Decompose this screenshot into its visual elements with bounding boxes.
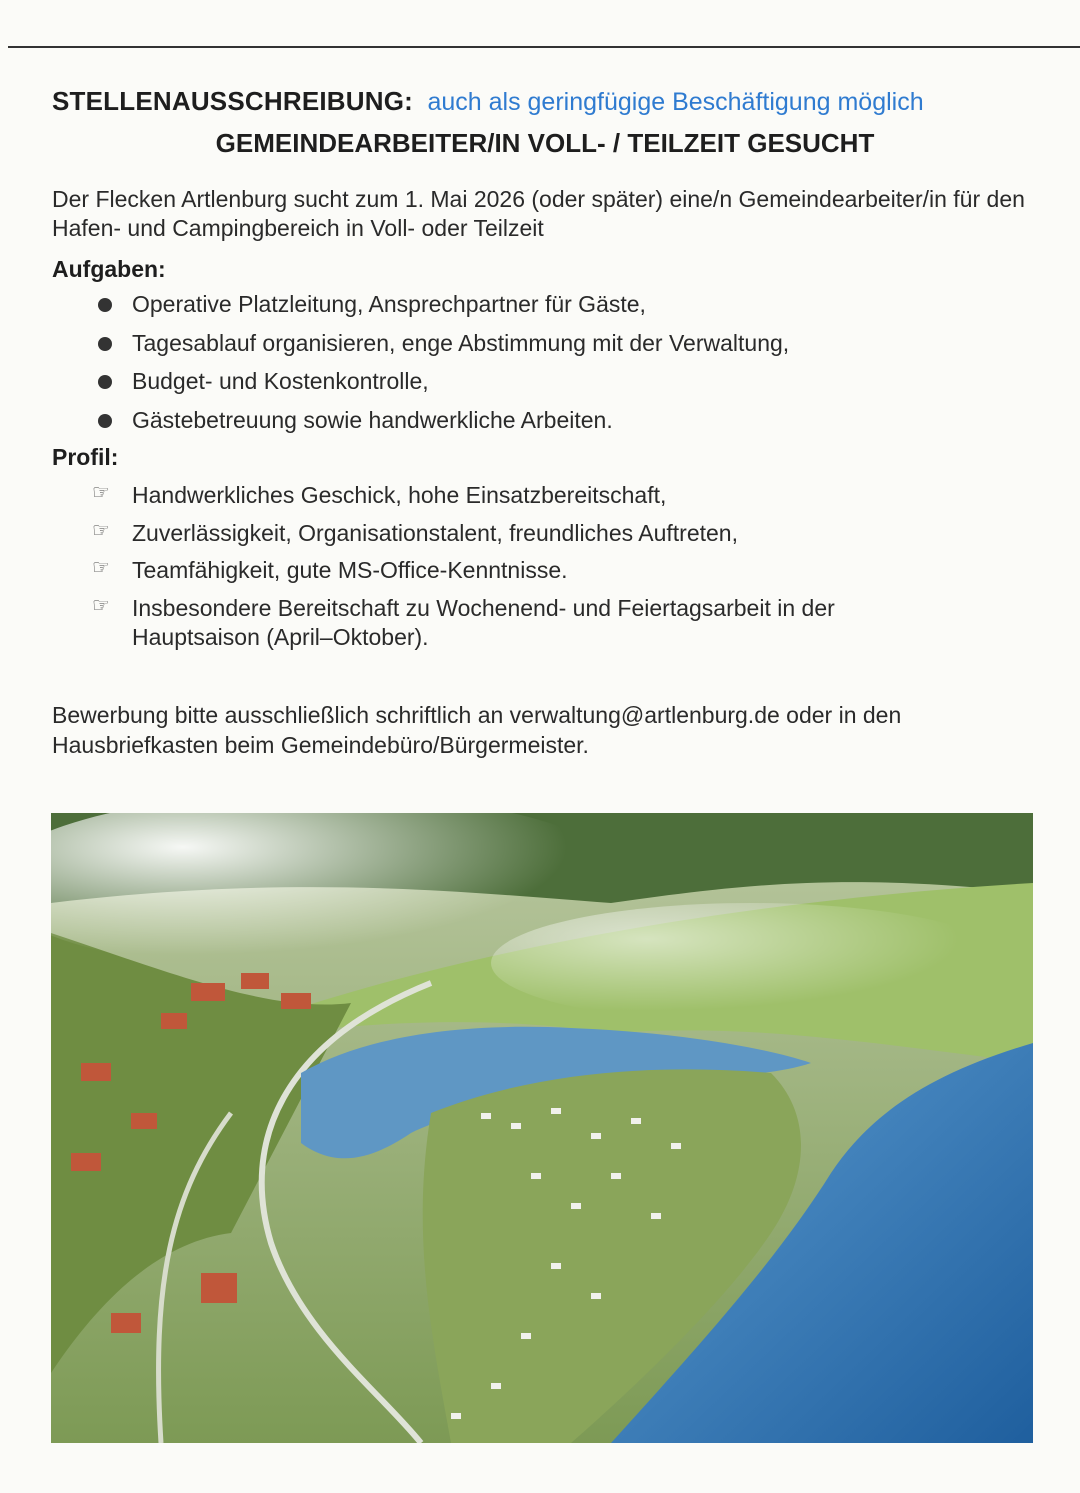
profile-list: [92, 481, 896, 652]
tasks-list: [96, 290, 789, 444]
list-item: [92, 481, 896, 519]
bullet-icon: [98, 337, 112, 351]
pointing-hand-icon: ☞: [92, 519, 110, 542]
application-instructions: Bewerbung bitte ausschließlich schriftlich an verwaltung@artlenburg.de oder in den Hausbriefkasten beim Gemeindebüro/Bürgermeister.: [52, 702, 902, 758]
tasks-heading: Aufgaben:: [52, 256, 166, 282]
list-item: [96, 329, 789, 368]
list-item: [92, 556, 896, 594]
task-text: Tagesablauf organisieren, enge Abstimmung mit der Verwaltung,: [132, 329, 790, 356]
bullet-icon: [98, 375, 112, 389]
employment-note: auch als geringfügige Beschäftigung möglich: [427, 88, 924, 116]
list-item: [96, 367, 789, 406]
list-item: [92, 519, 896, 557]
pointing-hand-icon: ☞: [92, 557, 110, 579]
bullet-icon: [98, 298, 112, 312]
list-item: [92, 594, 896, 652]
pointing-hand-icon: ☞: [92, 594, 110, 617]
task-text: Operative Platzleitung, Ansprechpartner für Gäste,: [132, 291, 646, 317]
list-item: [96, 290, 789, 329]
aerial-photo: [51, 813, 1033, 1443]
pointing-hand-icon: ☞: [92, 482, 110, 504]
profile-text: Handwerkliches Geschick, hohe Einsatzbereitschaft,: [132, 482, 667, 508]
intro-text: Der Flecken Artlenburg sucht zum 1. Mai 2026 (oder später) eine/n Gemeindearbeiter/in für den Hafen- und Campingbereich in Voll- oder Teilzeit: [52, 186, 1025, 241]
profile-text: Insbesondere Bereitschaft zu Wochenend- und Feiertagsarbeit in der Hauptsaison (April–Oktober).: [132, 594, 835, 650]
list-item: [96, 406, 789, 445]
top-rule: [8, 46, 1080, 48]
profile-text: Teamfähigkeit, gute MS-Office-Kenntnisse.: [132, 557, 568, 583]
task-text: Gästebetreuung sowie handwerkliche Arbeiten.: [132, 406, 613, 433]
profile-text: Zuverlässigkeit, Organisationstalent, freundliches Auftreten,: [132, 519, 738, 546]
posting-label: STELLENAUSSCHREIBUNG:: [52, 86, 413, 116]
task-text: Budget- und Kostenkontrolle,: [132, 368, 429, 394]
header-line: [52, 86, 924, 117]
profile-heading: Profil:: [52, 444, 119, 470]
bullet-icon: [98, 414, 112, 428]
job-title: GEMEINDEARBEITER/IN VOLL- / TEILZEIT GESUCHT: [215, 128, 875, 158]
